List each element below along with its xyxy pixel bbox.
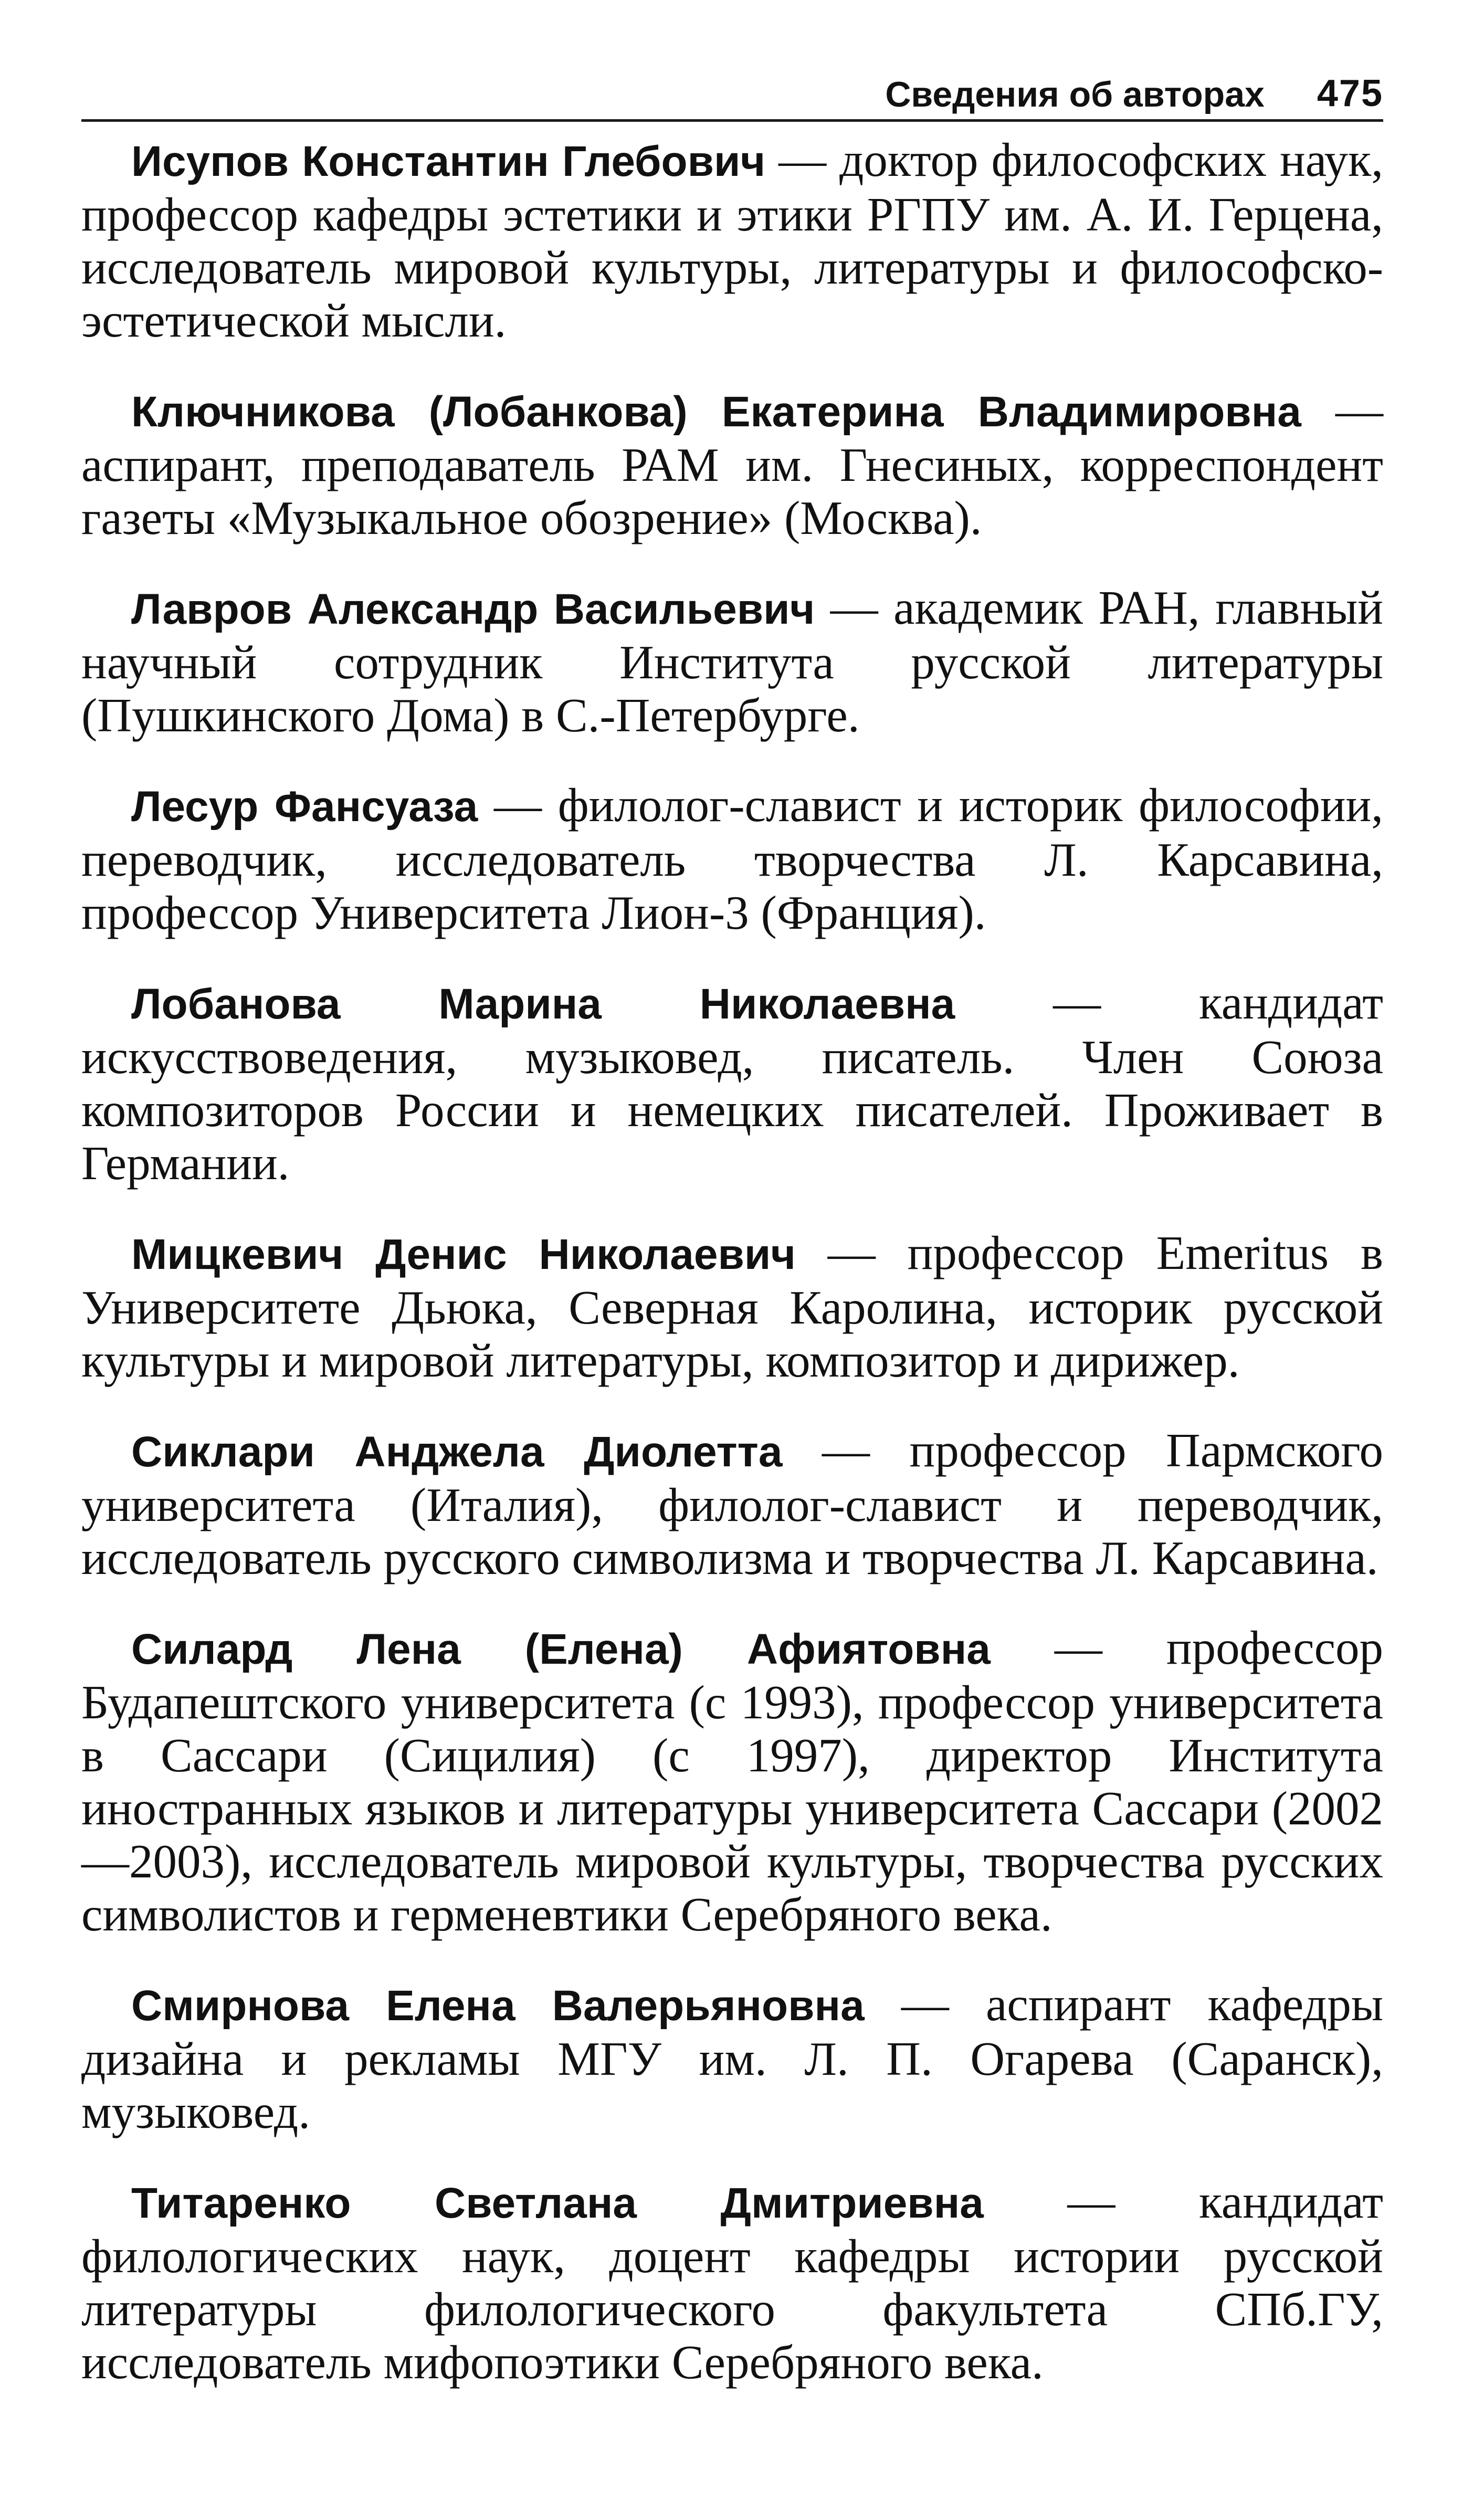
author-name: Силард Лена (Елена) Афиятовна	[131, 1625, 991, 1673]
author-name: Ключникова (Лобанкова) Екатерина Владимировна	[131, 388, 1301, 436]
author-entry	[81, 779, 1383, 939]
author-entry	[81, 133, 1383, 347]
page-number: 475	[1317, 72, 1383, 114]
author-description: — аспирант, преподаватель РАМ им. Гнесиных, корреспондент газеты «Музыкальное обозрение» (Москва).	[81, 384, 1383, 544]
author-entry	[81, 1978, 1383, 2138]
author-description: — профессор Будапештского университета (с 1993), профессор университета в Сассари (Сицилия) (с 1997), директор Института иностранных языков и литературы университета Сассари (2002—2003), исследователь мировой культуры, творчества русских символистов и герменевтики Серебряного века.	[81, 1621, 1383, 1941]
author-description: — кандидат филологических наук, доцент кафедры истории русской литературы филологического факультета СПб.ГУ, исследователь мифопоэтики Серебряного века.	[81, 2175, 1383, 2389]
author-entry	[81, 1621, 1383, 1941]
author-entry	[81, 2175, 1383, 2389]
author-name: Титаренко Светлана Дмитриевна	[131, 2179, 984, 2227]
author-description: — кандидат искусствоведения, музыковед, писатель. Член Союза композиторов России и немецких писателей. Проживает в Германии.	[81, 976, 1384, 1190]
running-head	[81, 63, 1383, 122]
author-entry	[81, 384, 1383, 544]
author-name: Сиклари Анджела Диолетта	[131, 1428, 783, 1476]
author-entries	[81, 133, 1383, 2389]
author-description: — профессор Emeritus в Университете Дьюка, Северная Каролина, историк русской культуры и мировой литературы, композитор и дирижер.	[81, 1226, 1383, 1387]
author-entry	[81, 1424, 1383, 1584]
author-description: — академик РАН, главный научный сотрудник Института русской литературы (Пушкинского Дома) в С.-Петербурге.	[81, 581, 1384, 742]
author-name: Лобанова Марина Николаевна	[131, 980, 955, 1028]
author-description: — доктор философских наук, профессор кафедры эстетики и этики РГПУ им. А. И. Герцена, исследователь мировой культуры, литературы и философско-эстетической мысли.	[81, 133, 1383, 347]
author-description: — профессор Пармского университета (Италия), филолог-славист и переводчик, исследователь русского символизма и творчества Л. Карсавина.	[81, 1424, 1383, 1584]
author-name: Лавров Александр Васильевич	[131, 585, 815, 633]
author-entry	[81, 1226, 1383, 1387]
author-name: Исупов Константин Глебович	[131, 138, 766, 185]
author-description: — аспирант кафедры дизайна и рекламы МГУ им. Л. П. Огарева (Саранск), музыковед.	[81, 1978, 1384, 2138]
author-entry	[81, 976, 1383, 1190]
book-page	[81, 63, 1383, 2426]
author-description: — филолог-славист и историк философии, переводчик, исследователь творчества Л. Карсавина, профессор Университета Лион-3 (Франция).	[81, 779, 1383, 939]
running-head-title: Сведения об авторах	[885, 75, 1265, 114]
author-name: Мицкевич Денис Николаевич	[131, 1231, 796, 1278]
author-name: Смирнова Елена Валерьяновна	[131, 1982, 865, 2030]
author-entry	[81, 581, 1383, 742]
author-name: Лесур Фансуаза	[131, 783, 478, 831]
